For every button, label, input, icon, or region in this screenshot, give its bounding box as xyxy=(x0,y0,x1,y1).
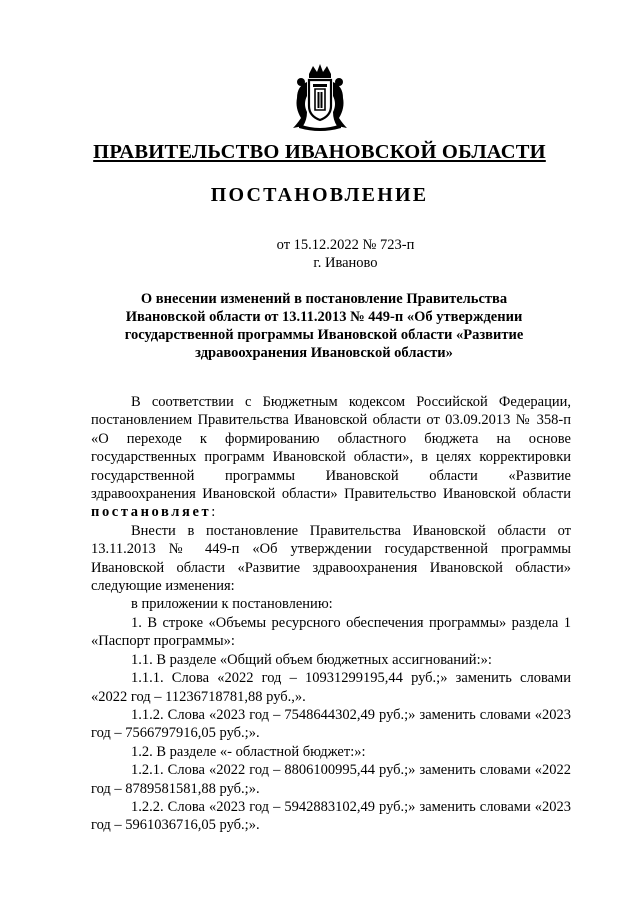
preamble-text: В соответствии с Бюджетным кодексом Российской Федерации, постановлением Правительства Ивановской области от 03.09.2013 № 358-п «О переходе к формированию областного бюджета на основе государственных программ Ивановской области», в целях корректировки государственной программы Ивановской области «Развитие здравоохранения Ивановской области» Правительство Ивановской области xyxy=(91,394,571,503)
coat-of-arms-icon xyxy=(289,62,351,132)
body-paragraph: 1.1. В разделе «Общий объем бюджетных ассигнований:»: xyxy=(131,651,492,668)
city: г. Иваново xyxy=(313,255,378,271)
body-paragraph: 1.1.2. Слова «2023 год – 7548644302,49 руб.;» заменить словами «2023 год – 7566797916,05 руб.;». xyxy=(91,706,571,742)
preamble-end: : xyxy=(211,504,216,521)
organization-name: ПРАВИТЕЛЬСТВО ИВАНОВСКОЙ ОБЛАСТИ xyxy=(93,141,546,163)
preamble-paragraph xyxy=(91,393,571,522)
document-meta xyxy=(0,236,639,272)
body-paragraph: 1.1.1. Слова «2022 год – 10931299195,44 руб.;» заменить словами «2022 год – 11236718781,88 руб.,». xyxy=(91,670,571,705)
resolves-word: постановляет xyxy=(91,504,212,521)
body-paragraph: 1. В строке «Объемы ресурсного обеспечения программы» раздела 1 «Паспорт программы»: xyxy=(91,614,571,650)
document-type: ПОСТАНОВЛЕНИЕ xyxy=(210,184,429,206)
body-paragraph: 1.2. В разделе «- областной бюджет:»: xyxy=(131,743,366,760)
body-paragraph: Внести в постановление Правительства Ивановской области от 13.11.2013 № 449-п «Об утверждении государственной программы Ивановской области «Развитие здравоохранения Ивановской области» следующие изменения: xyxy=(91,522,571,595)
body-paragraph: 1.2.1. Слова «2022 год – 8806100995,44 руб.;» заменить словами «2022 год – 8789581581,88 руб.;». xyxy=(91,762,571,797)
date-number: от 15.12.2022 № 723-п xyxy=(276,237,415,253)
body-paragraph: в приложении к постановлению: xyxy=(131,596,333,613)
document-title: О внесении изменений в постановление Правительства Ивановской области от 13.11.2013 № 449-п «Об утверждении государственной программы Ивановской области «Развитие здравоохранения Ивановской области» xyxy=(124,291,524,361)
body-paragraph: 1.2.2. Слова «2023 год – 5942883102,49 руб.;» заменить словами «2023 год – 5961036716,05 руб.;». xyxy=(91,798,571,834)
document-body xyxy=(91,393,571,835)
